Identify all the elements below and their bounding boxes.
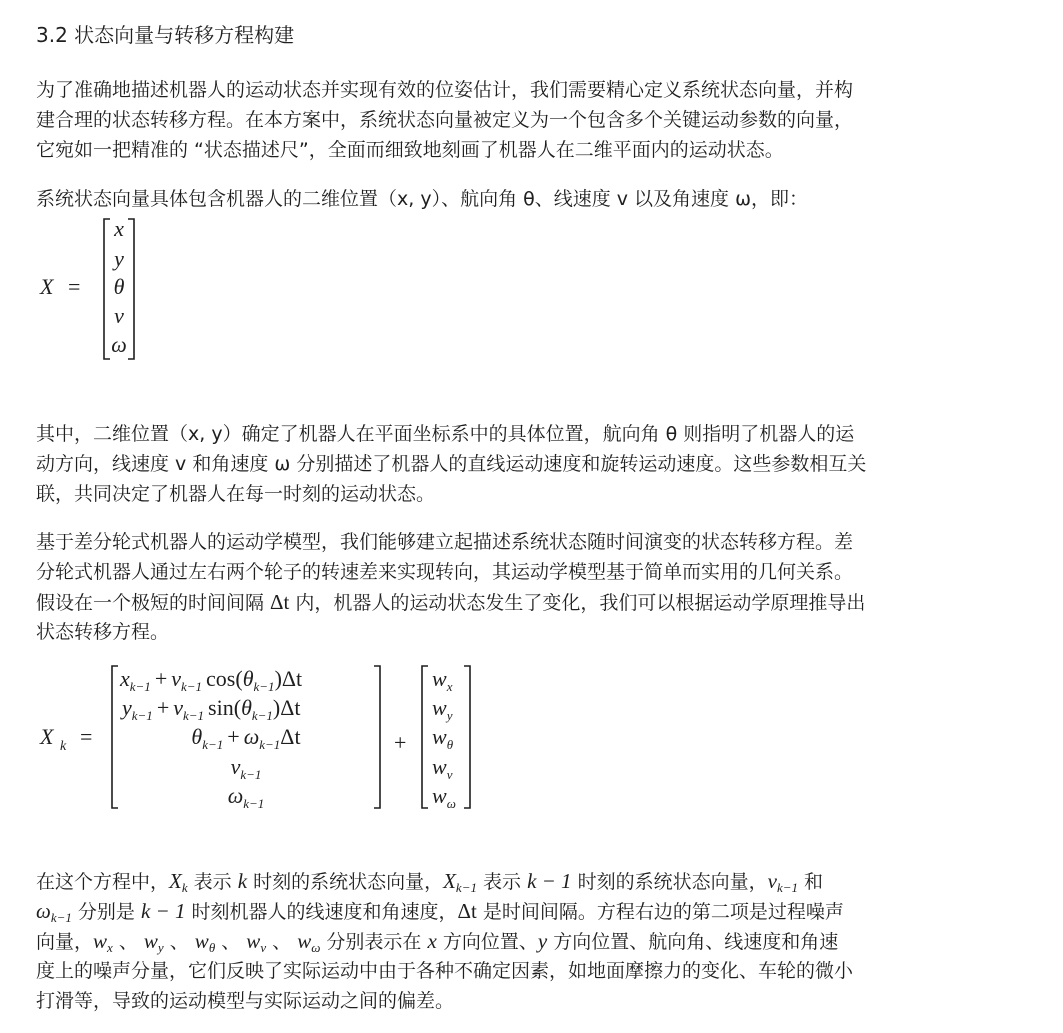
text-line: [36, 896, 1026, 926]
vector-entry: ω: [111, 332, 127, 357]
left-bracket: [112, 666, 118, 808]
math-wtheta: $w_\theta$: [194, 929, 216, 955]
separator: 、: [112, 931, 138, 953]
text-line: 建合理的状态转移方程。在本方案中，系统状态向量被定义为一个包含多个关键运动参数的向量，: [36, 109, 854, 131]
text-line: 度上的噪声分量，它们反映了实际运动中由于各种不确定因素，如地面摩擦力的变化、车轮的微小: [36, 960, 854, 982]
equation-explanation: [36, 866, 1026, 1016]
eq2-lhs-sub: k: [60, 739, 67, 754]
math-vkm1: $v_{k-1}$: [767, 869, 798, 895]
state-vector-equation: [36, 214, 236, 364]
text-segment: 时刻机器人的线速度和角速度，: [185, 901, 458, 923]
math-omegakm1: $\omega_{k-1}$: [36, 899, 72, 925]
text-segment: 表示: [476, 871, 528, 893]
vector-entry: v: [114, 303, 124, 328]
math-xkm1: $X_{k-1}$: [443, 869, 477, 895]
state-vector-intro: [36, 184, 1026, 214]
text-line: 动方向，线速度 v 和角速度 ω 分别描述了机器人的直线运动速度和旋转运动速度。这些参数相互关: [36, 453, 867, 475]
math-k-minus-1: k − 1: [140, 899, 186, 923]
matrix-row-3: $\theta_{k-1} + \omega_{k-1}\Delta t$: [191, 724, 301, 752]
eq2-equals: =: [80, 724, 93, 749]
text-line: 基于差分轮式机器人的运动学模型，我们能够建立起描述系统状态随时间演变的状态转移方程。差: [36, 531, 854, 553]
math-wv: $w_v$: [246, 929, 267, 955]
matrix-row-4: $v_{k-1}$: [230, 754, 262, 782]
eq1-lhs: X: [40, 274, 54, 299]
matrix-row-1: $x_{k-1} + v_{k-1}$ $\cos(\theta_{k-1})\Delta t$: [120, 666, 303, 694]
text-segment: 表示: [187, 871, 238, 893]
text-line: 系统状态向量具体包含机器人的二维位置（x, y）、航向角 θ、线速度 v 以及角速度 ω，即：: [36, 188, 809, 210]
text-line: 其中，二维位置（x, y）确定了机器人在平面坐标系中的具体位置，航向角 θ 则指明了机器人的运: [36, 423, 855, 445]
state-transition-equation: [36, 658, 536, 818]
text-segment: 分别是: [71, 901, 141, 923]
separator: 、: [163, 931, 189, 953]
text-segment: 时刻的系统状态向量，: [247, 871, 444, 893]
noise-entry: $w_\omega$: [432, 783, 456, 811]
vector-entry: y: [114, 246, 124, 271]
math-delta-t: Δt: [457, 899, 477, 923]
text-line: 它宛如一把精准的 “状态描述尺”，全面而细致地刻画了机器人在二维平面内的运动状态。: [36, 139, 784, 161]
eq2-plus: +: [394, 730, 407, 755]
text-segment: 在这个方程中，: [36, 871, 170, 893]
noise-entry: $w_v$: [432, 754, 453, 782]
matrix-row-2: $y_{k-1} + v_{k-1}$ $\sin(\theta_{k-1})\Delta t$: [122, 695, 301, 723]
separator: 、: [266, 931, 292, 953]
noise-entry: $w_x$: [432, 666, 453, 694]
math-y: y: [537, 929, 548, 953]
text-segment: 分别表示在: [320, 931, 428, 953]
matrix-row-5: $\omega_{k-1}$: [227, 783, 265, 811]
text-segment: 方向位置、航向角、线速度和角速: [547, 931, 839, 953]
text-line: [36, 587, 1026, 617]
text-line: 分轮式机器人通过左右两个轮子的转速差来实现转向，其运动学模型基于简单而实用的几何关系。: [36, 561, 854, 583]
text-segment: 和: [797, 871, 824, 893]
right-bracket: [374, 666, 380, 808]
math-womega: $w_\omega$: [297, 929, 321, 955]
math-xk: $X_k$: [169, 869, 188, 895]
vector-entry: θ: [113, 274, 125, 299]
text-segment: 假设在一个极短的时间间隔: [36, 592, 271, 614]
math-x: x: [427, 929, 437, 953]
text-line: 联，共同决定了机器人在每一时刻的运动状态。: [36, 483, 436, 505]
text-line: 为了准确地描述机器人的运动状态并实现有效的位姿估计，我们需要精心定义系统状态向量，并构: [36, 79, 854, 101]
text-segment: 方向位置、: [436, 931, 538, 953]
text-line: [36, 926, 1026, 956]
math-delta-t: Δt: [270, 590, 290, 614]
intro-paragraph: [36, 75, 1026, 165]
left-bracket: [104, 219, 110, 359]
noise-entry: $w_\theta$: [432, 724, 454, 752]
kinematic-model-paragraph: [36, 527, 1026, 647]
vector-entry: x: [114, 216, 124, 241]
text-line: 打滑等，导致的运动模型与实际运动之间的偏差。: [36, 990, 455, 1012]
variables-explanation: [36, 419, 1026, 509]
noise-left-bracket: [422, 666, 428, 808]
noise-right-bracket: [464, 666, 470, 808]
text-line: [36, 866, 1026, 896]
right-bracket: [128, 219, 134, 359]
text-segment: 是时间间隔。方程右边的第二项是过程噪声: [476, 901, 844, 923]
eq2-lhs: X: [40, 724, 54, 749]
section-heading: 3.2 状态向量与转移方程构建: [36, 23, 295, 47]
text-line: 状态转移方程。: [36, 621, 170, 643]
eq1-equals: =: [68, 274, 81, 299]
math-k: k: [237, 869, 248, 893]
math-k-minus-1: k − 1: [527, 869, 572, 893]
noise-entry: $w_y$: [432, 695, 453, 723]
text-segment: 时刻的系统状态向量，: [571, 871, 768, 893]
math-wy: $w_y$: [143, 929, 164, 955]
text-segment: 向量，: [36, 931, 94, 953]
math-wx: $w_x$: [93, 929, 113, 955]
text-segment: 内，机器人的运动状态发生了变化，我们可以根据运动学原理推导出: [289, 592, 866, 614]
separator: 、: [215, 931, 241, 953]
